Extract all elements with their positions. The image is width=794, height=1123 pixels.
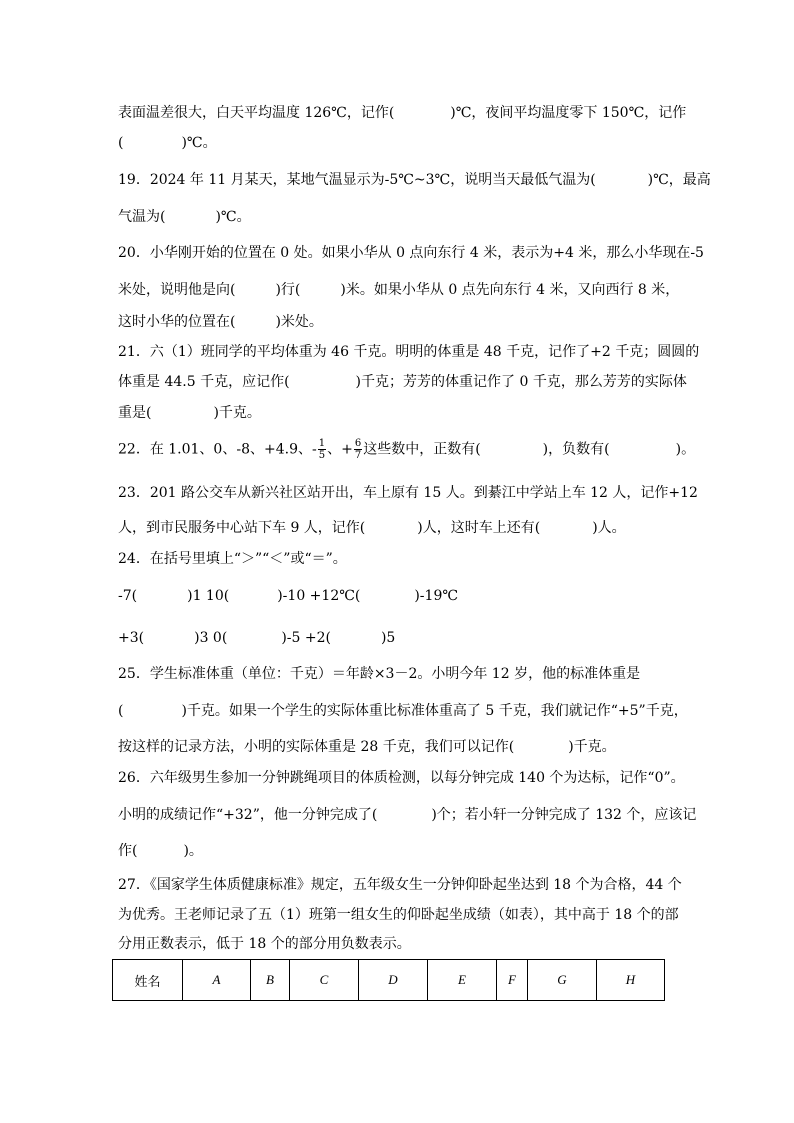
q27-line-2: 为优秀。王老师记录了五（1）班第一组女生的仰卧起坐成绩（如表），其中高于 18 个的部 bbox=[118, 907, 679, 923]
q24-line-1: 24．在括号里填上“＞”“＜”或“＝”。 bbox=[118, 551, 347, 567]
situp-results-table bbox=[112, 959, 665, 1001]
table-cell-student: H bbox=[597, 960, 665, 1001]
q20-line-3: 这时小华的位置在( )米处。 bbox=[118, 314, 323, 330]
q22-line: 22．在 1.01、0、-8、+4.9、- $\frac{1}{5}$ 、+ $\frac{6}{7}$ 这些数中，正数有( )，负数有( )。 bbox=[118, 438, 696, 461]
q24-line-3: +3( )3 0( )-5 +2( )5 bbox=[118, 630, 396, 646]
q26-line-1: 26．六年级男生参加一分钟跳绳项目的体质检测，以每分钟完成 140 个为达标，记作“0”。 bbox=[118, 770, 685, 786]
q23-line-2: 人，到市民服务中心站下车 9 人，记作( )人，这时车上还有( )人。 bbox=[118, 520, 626, 536]
table-cell-student: B bbox=[251, 960, 290, 1001]
fraction-one-fifth: $\frac{1}{5}$ bbox=[318, 438, 326, 461]
table-row bbox=[113, 960, 665, 1001]
q19-line-1: 19．2024 年 11 月某天，某地气温显示为-5℃~3℃，说明当天最低气温为( )℃，最高 bbox=[118, 172, 711, 188]
table-header-name: 姓名 bbox=[113, 960, 183, 1001]
table-cell-student: E bbox=[428, 960, 497, 1001]
q20-line-1: 20．小华刚开始的位置在 0 处。如果小华从 0 点向东行 4 米，表示为+4 米，那么小华现在-5 bbox=[118, 245, 704, 261]
q25-line-1: 25．学生标准体重（单位：千克）＝年龄×3－2。小明今年 12 岁，他的标准体重是 bbox=[118, 666, 641, 682]
q25-line-3: 按这样的记录方法，小明的实际体重是 28 千克，我们可以记作( )千克。 bbox=[118, 739, 616, 755]
q21-line-2: 体重是 44.5 千克，应记作( )千克；芳芳的体重记作了 0 千克，那么芳芳的实际体 bbox=[118, 374, 687, 390]
table-cell-student: G bbox=[528, 960, 597, 1001]
q27-line-1: 27．《国家学生体质健康标准》规定，五年级女生一分钟仰卧起坐达到 18 个为合格，44 个 bbox=[118, 877, 682, 893]
q21-line-3: 重是( )千克。 bbox=[118, 405, 261, 421]
q20-line-2: 米处，说明他是向( )行( )米。如果小华从 0 点先向东行 4 米，又向西行 8 米， bbox=[118, 282, 680, 298]
q19-line-2: 气温为( )℃。 bbox=[118, 209, 251, 225]
q26-line-3: 作( )。 bbox=[118, 843, 203, 859]
q18-line-1: 表面温差很大，白天平均温度 126℃，记作( )℃，夜间平均温度零下 150℃，记作 bbox=[118, 105, 687, 121]
table-cell-student: C bbox=[290, 960, 359, 1001]
table-cell-student: D bbox=[359, 960, 428, 1001]
q26-line-2: 小明的成绩记作“+32”，他一分钟完成了( )个；若小轩一分钟完成了 132 个，应该记 bbox=[118, 807, 697, 823]
q23-line-1: 23．201 路公交车从新兴社区站开出，车上原有 15 人。到綦江中学站上车 12 人，记作+12 bbox=[118, 485, 698, 501]
q27-line-3: 分用正数表示，低于 18 个的部分用负数表示。 bbox=[118, 936, 411, 952]
q18-line-2: ( )℃。 bbox=[118, 135, 217, 151]
table-cell-student: A bbox=[183, 960, 251, 1001]
q21-line-1: 21．六（1）班同学的平均体重为 46 千克。明明的体重是 48 千克，记作了+2 千克；圆圆的 bbox=[118, 344, 700, 360]
fraction-six-sevenths: $\frac{6}{7}$ bbox=[354, 438, 362, 461]
q25-line-2: ( )千克。如果一个学生的实际体重比标准体重高了 5 千克，我们就记作“+5”千克， bbox=[118, 703, 688, 719]
q24-line-2: -7( )1 10( )-10 +12℃( )-19℃ bbox=[118, 588, 459, 604]
table-cell-student: F bbox=[497, 960, 528, 1001]
